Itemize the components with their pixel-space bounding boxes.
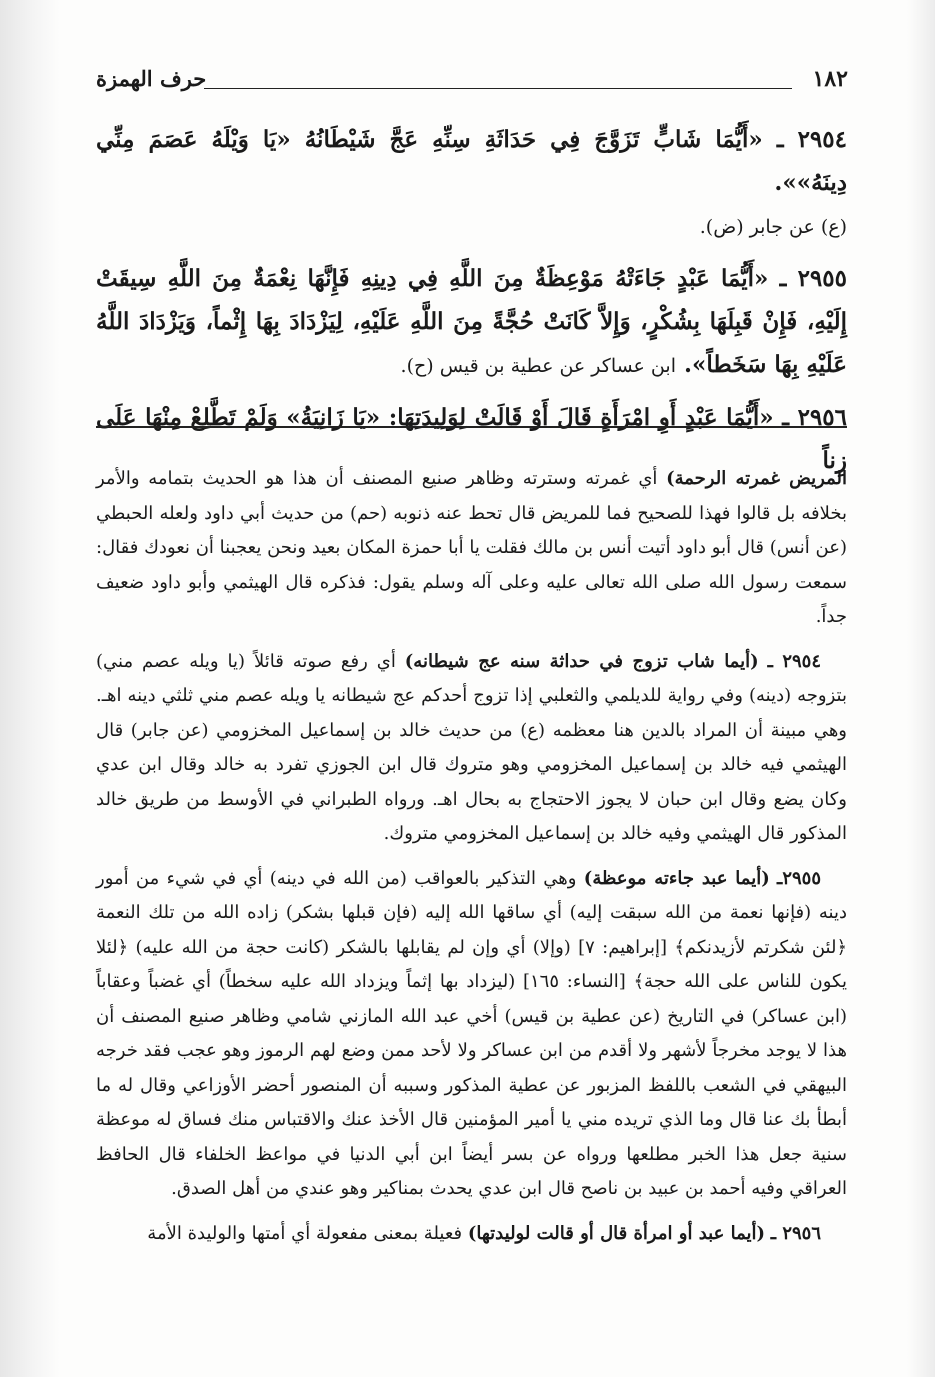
commentary-number: ٢٩٥٤ ـ bbox=[767, 650, 821, 672]
commentary-number: ٢٩٥٦ ـ bbox=[770, 1222, 821, 1244]
running-title: حرف الهمزة bbox=[96, 66, 207, 91]
hadith-number: ٢٩٥٥ bbox=[797, 265, 847, 292]
page-header bbox=[96, 66, 848, 100]
hadith-number: ٢٩٥٤ bbox=[797, 126, 847, 153]
commentary-paragraph bbox=[96, 462, 847, 635]
hadith-source: ابن عساكر عن عطية بن قيس (ح). bbox=[400, 355, 676, 377]
page-edge-shadow bbox=[907, 0, 935, 1377]
header-rule bbox=[204, 88, 792, 89]
commentary-text: أي غمرته وسترته وظاهر صنيع المصنف أن هذا هو الحديث بتمامه والأمر بخلافه بل قالوا فهذا للصحيح فما للمريض قال تحط عنه ذنوبه (حم) من حديث أبي داود ولعله الحبطي (عن أنس) قال أبو داود أتيت أنس بن مالك فقلت يا أبا حمزة المكان بعيد ونحن يعجبنا أن نعودك فقال: سمعت رسول الله صلى الله تعالى عليه وعلى آله وسلم يقول: فذكره قال الهيثمي وأبو داود ضعيف جداً. bbox=[96, 468, 847, 627]
commentary-lemma: المريض غمرته الرحمة) bbox=[666, 468, 847, 489]
hadith-text-section bbox=[96, 118, 847, 490]
commentary-paragraph bbox=[96, 645, 847, 852]
page-gutter-shadow bbox=[0, 0, 60, 1377]
commentary-text: وهي التذكير بالعواقب (من الله في دينه) أي في شيء من أمور دينه (فإنها نعمة من الله سبقت إليه) أي ساقها الله إليه (فإن قبلها بشكر) زاده الله من تلك النعمة ﴿لئن شكرتم لأزيدنكم﴾ [إبراهيم: ٧] (وإلا) أي وإن لم يقابلها بالشكر (كانت حجة من الله عليه) ﴿لئلا يكون للناس على الله حجة﴾ [النساء: ١٦٥] (ليزداد بها إثماً ويزداد الله عليه سخطاً) أي غضباً وعقاباً (ابن عساكر) في التاريخ (عن عطية بن قيس) أخي عبد الله المازني شامي وظاهر صنيع المصنف أن هذا لا يوجد مخرجاً لأشهر ولا أقدم من ابن عساكر ولا لأحد ممن وضع لهم الرموز وهو عجب فقد خرجه البيهقي في الشعب باللفظ المزبور عن عطية المذكور وسببه أن المنصور أحضر الأوزاعي وقال له ما أبطأ بك عنا قال وما الذي تريده مني يا أمير المؤمنين قال الأخذ عنك والاقتباس منك فساق له موعظة سنية جعل هذا الخبر مطلعها ورواه عن بسر أيضاً ابن أبي الدنيا في مواعظ الخلفاء قال الحافظ العراقي وفيه أحمد بن عبيد بن ناصح قال ابن عدي يحدث بمناكير وهو عندي من أهل الصدق. bbox=[96, 867, 848, 1199]
hadith-text: «أَيُّمَا عَبْدٍ جَاءَتْهُ مَوْعِظَةٌ مِنَ اللَّهِ فِي دِينِهِ فَإِنَّهَا نِعْمَةٌ مِنَ اللَّهِ سِيقَتْ إِلَيْهِ، فَإِنْ قَبِلَهَا بِشُكْرٍ، وَإِلاَّ كَانَتْ حُجَّةً مِنَ اللَّهِ عَلَيْهِ، لِيَزْدَادَ بِهَا إِثْماً، وَيَزْدَادَ اللَّهُ عَلَيْهِ بِهَا سَخَطاً». bbox=[96, 265, 847, 378]
commentary-lemma: (أيما شاب تزوج في حداثة سنه عج شيطانه) bbox=[404, 650, 759, 672]
hadith-text: «أَيُّمَا عَبْدٍ أَوِ امْرَأَةٍ قَالَ أَوْ قَالَتْ لِوَلِيدَتِهَا: «يَا زَانِيَةُ» وَلَمْ تَطَّلِعْ مِنْهَا عَلَى زِناً bbox=[96, 404, 847, 474]
commentary-text: فعيلة بمعنى مفعولة أي أمتها والوليدة الأمة bbox=[147, 1222, 463, 1244]
commentary-number: ٢٩٥٥ـ bbox=[777, 867, 821, 889]
hadith-source: (ع) عن جابر (ض). bbox=[699, 216, 847, 238]
hadith-entry: ٢٩٥٤ ـ «أَيُّمَا شَابٍّ تَزَوَّجَ فِي حَدَاثَةِ سِنِّهِ عَجَّ شَيْطَانُهُ «يَا وَيْلَهُ عَصَمَ مِنِّي دِينَهُ»». (ع) عن جابر (ض). bbox=[96, 126, 847, 238]
hadith-number: ٢٩٥٦ bbox=[797, 404, 847, 431]
section-divider bbox=[96, 426, 847, 428]
hadith-entry: ٢٩٥٥ ـ «أَيُّمَا عَبْدٍ جَاءَتْهُ مَوْعِظَةٌ مِنَ اللَّهِ فِي دِينِهِ فَإِنَّهَا نِعْمَةٌ مِنَ اللَّهِ سِيقَتْ إِلَيْهِ، فَإِنْ قَبِلَهَا بِشُكْرٍ، وَإِلاَّ كَانَتْ حُجَّةً مِنَ اللَّهِ عَلَيْهِ، لِيَزْدَادَ بِهَا إِثْماً، وَيَزْدَادَ اللَّهُ عَلَيْهِ بِهَا سَخَطاً». ابن عساكر عن عطية بن قيس (ح). bbox=[96, 265, 847, 378]
hadith-entry: ٢٩٥٦ ـ «أَيُّمَا عَبْدٍ أَوِ امْرَأَةٍ قَالَ أَوْ قَالَتْ لِوَلِيدَتِهَا: «يَا زَانِيَةُ» وَلَمْ تَطَّلِعْ مِنْهَا عَلَى زِناً bbox=[96, 404, 847, 474]
commentary-paragraph bbox=[96, 1217, 847, 1252]
hadith-text: «أَيُّمَا شَابٍّ تَزَوَّجَ فِي حَدَاثَةِ سِنِّهِ عَجَّ شَيْطَانُهُ «يَا وَيْلَهُ عَصَمَ مِنِّي دِينَهُ»». bbox=[96, 126, 847, 196]
commentary-lemma: (أيما عبد جاءته موعظة) bbox=[583, 867, 770, 889]
commentary-section bbox=[96, 462, 847, 1261]
page-number: ١٨٢ bbox=[812, 66, 848, 92]
commentary-lemma: (أيما عبد أو امرأة قال أو قالت لوليدتها) bbox=[467, 1222, 766, 1244]
commentary-paragraph bbox=[96, 862, 847, 1207]
commentary-text: أي رفع صوته قائلاً (يا ويله عصم مني) بتزوجه (دينه) وفي رواية للديلمي والثعلبي إذا تزوج أحدكم عج شيطانه يا ويله عصم مني ثلثي دينه اهـ. وهي مبينة أن المراد بالدين هنا معظمه (ع) من حديث خالد بن إسماعيل المخزومي (عن جابر) قال الهيثمي فيه خالد بن إسماعيل المخزومي وهو متروك قال ابن الجوزي تفرد به خالد وقال ابن عدي وكان يضع وقال ابن حبان لا يجوز الاحتجاج به بحال اهـ. ورواه الطبراني في الأوسط من طريق خالد المذكور قال الهيثمي وفيه خالد بن إسماعيل المخزومي متروك. bbox=[96, 650, 847, 844]
